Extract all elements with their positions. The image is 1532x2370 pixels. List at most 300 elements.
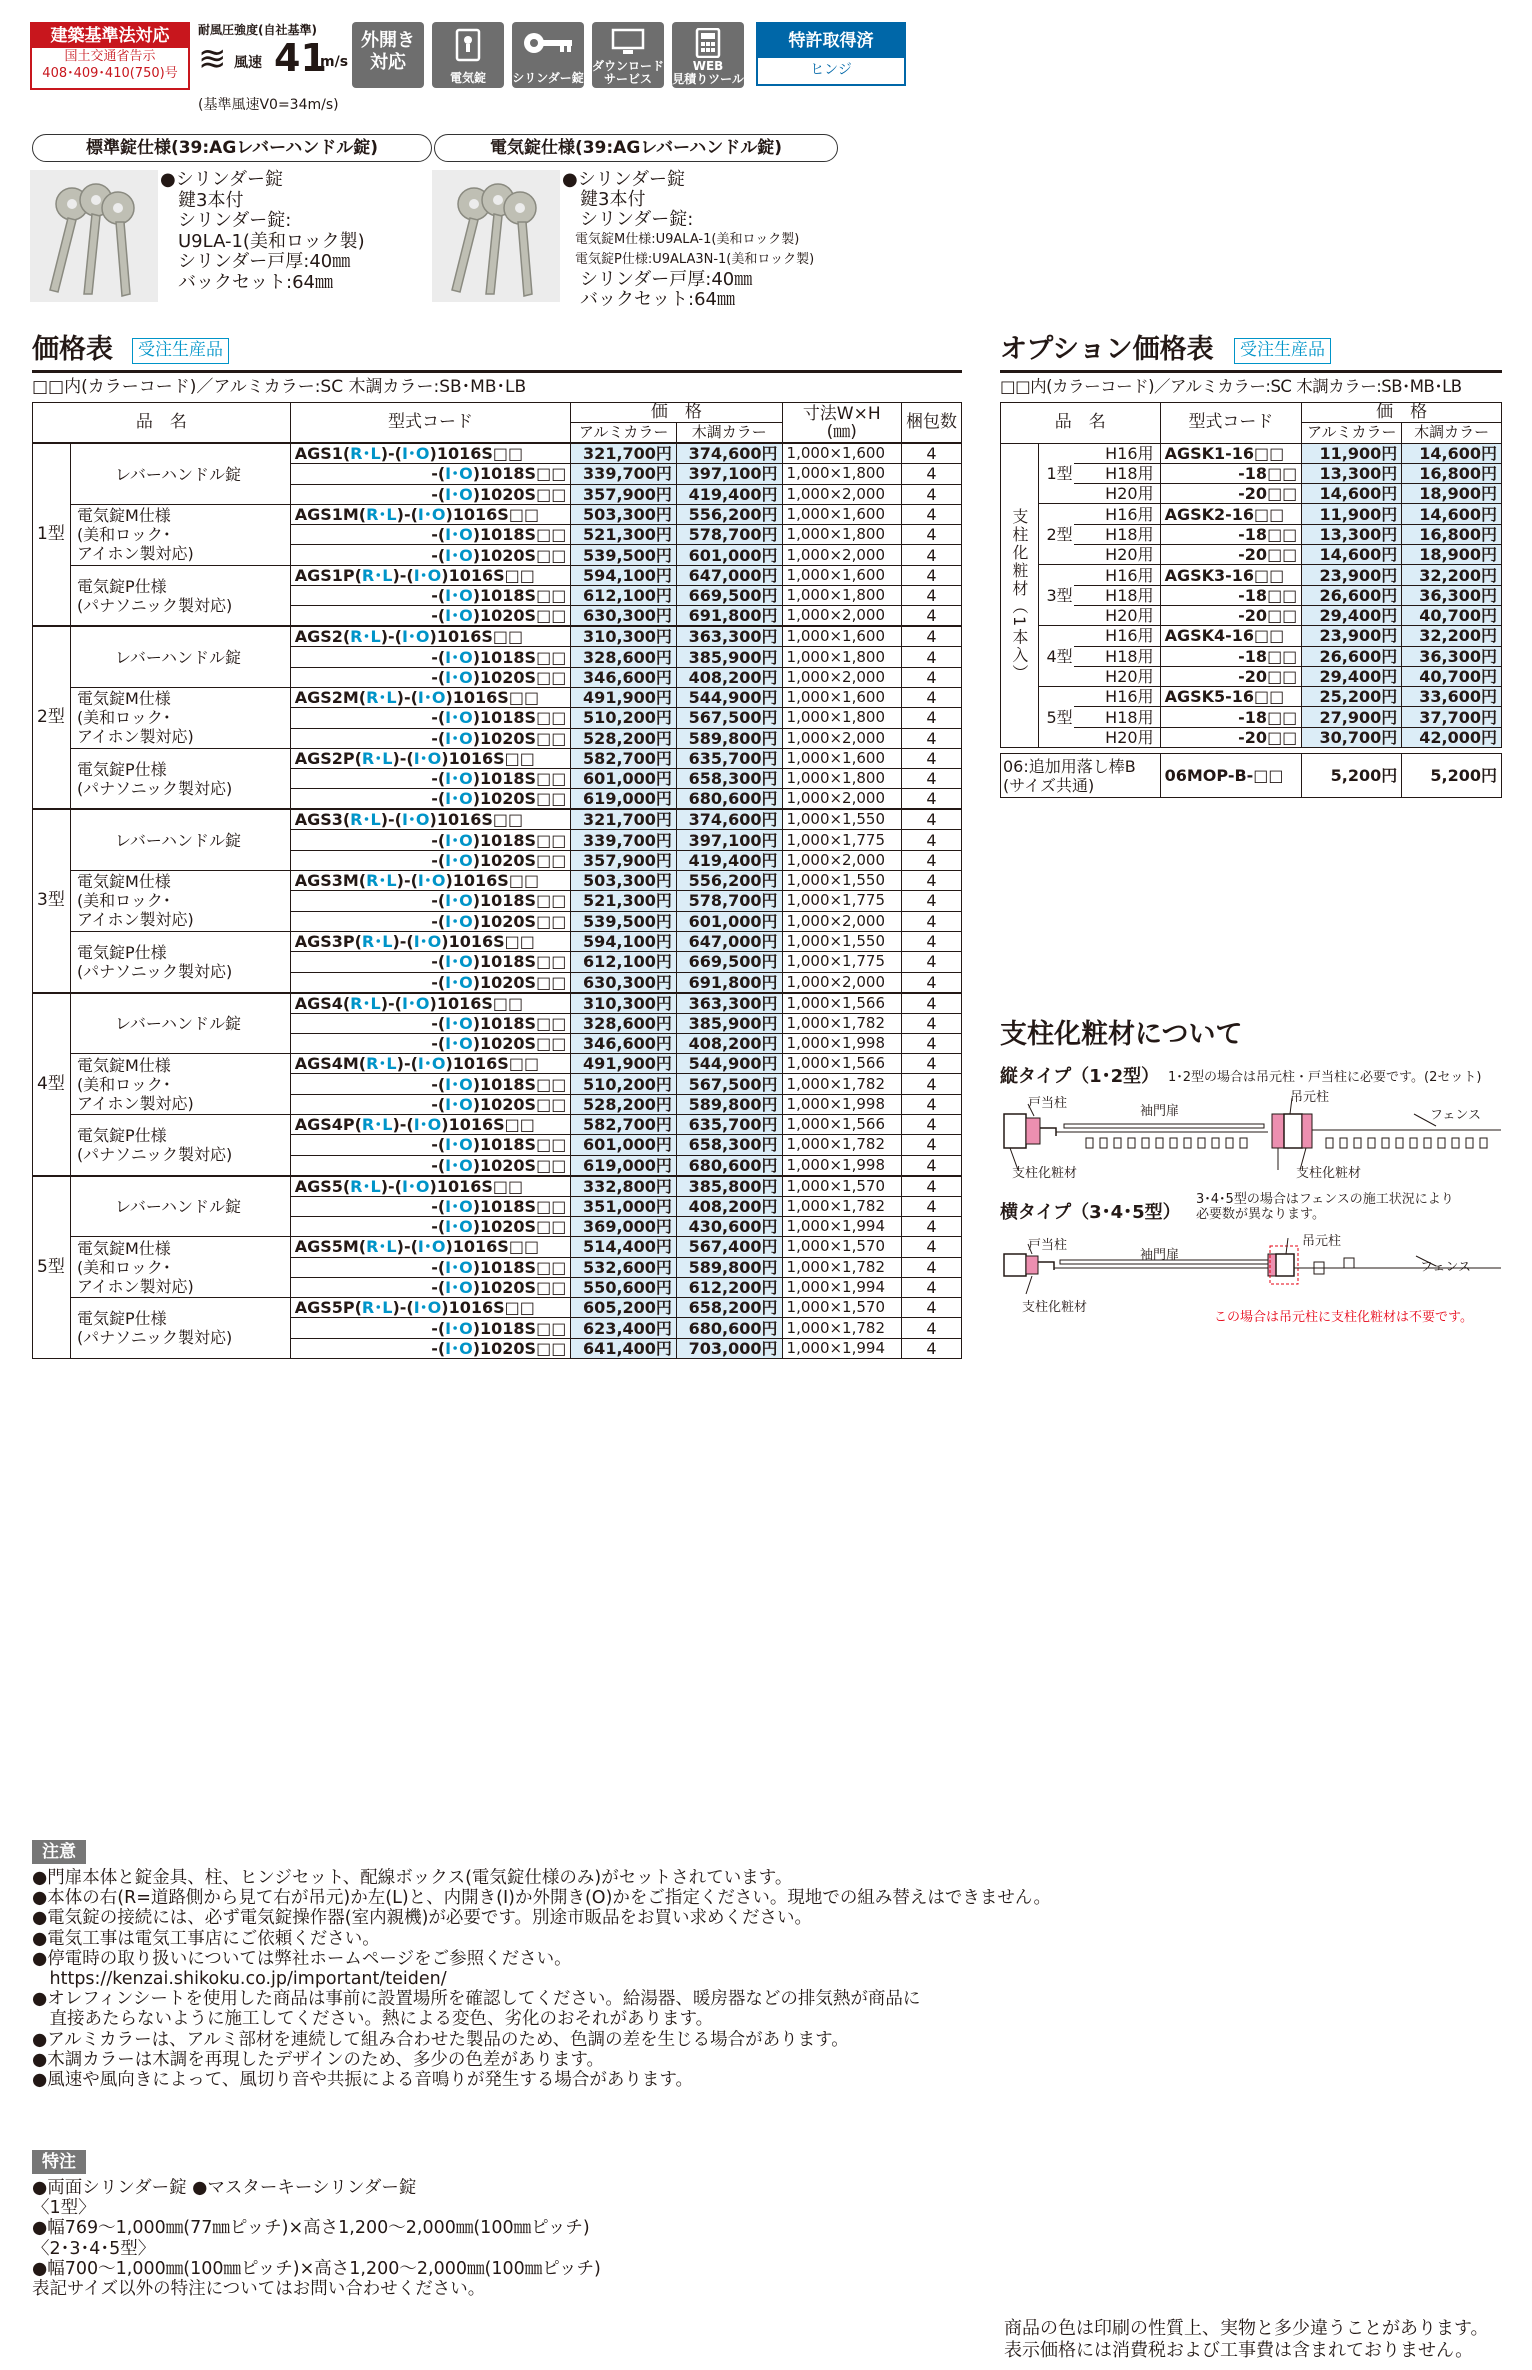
sub-name [70, 626, 290, 687]
wind-badge [198, 22, 348, 90]
size-value: 1,000×2,000 [782, 911, 901, 931]
yoko-label-kesho: 支柱化粧材 [1022, 1300, 1088, 1315]
model-code: AGS5(R･L)-(I･O)1016S□□ [290, 1176, 571, 1197]
model-code: -(I･O)1018S□□ [290, 1257, 571, 1277]
price-wood: 669,500円 [676, 952, 782, 972]
size-value: 1,000×2,000 [782, 850, 901, 870]
code-rl: R･L [366, 871, 397, 891]
code-suffix: 1018S□□ [480, 891, 567, 911]
code-suffix: 1020S□□ [480, 972, 567, 992]
price-alumi: 503,300円 [571, 871, 677, 891]
option-code: -20□□ [1160, 484, 1302, 504]
keys-image-2 [432, 170, 560, 302]
qty-value: 4 [901, 1155, 961, 1176]
price-wood: 408,200円 [676, 667, 782, 687]
size-value: 1,000×1,994 [782, 1277, 901, 1297]
code-suffix: 1016S□□ [452, 1237, 540, 1257]
price-alumi: 339,700円 [571, 830, 677, 850]
special-line: ●両面シリンダー錠 ●マスターキーシリンダー錠 [32, 2178, 417, 2198]
option-code: -20□□ [1160, 545, 1302, 565]
qty-value: 4 [901, 545, 961, 565]
table-row [33, 1115, 962, 1135]
code-io: I･O [413, 749, 442, 768]
sub-name-line: アイホン製対応) [76, 544, 194, 564]
price-alumi: 357,900円 [571, 484, 677, 504]
spec-line: バックセット:64㎜ [160, 271, 333, 293]
extra-name-2: (サイズ共通) [1003, 775, 1095, 795]
sub-name-line: 電気錠P仕様 [76, 759, 167, 779]
qty-value: 4 [901, 769, 961, 789]
code-io: I･O [445, 1074, 473, 1094]
code-suffix: 1020S□□ [480, 850, 567, 870]
note-line: ●オレフィンシートを使用した商品は事前に設置場所を確認してください。給湯器、暖房器などの排気熱が商品に [32, 1989, 921, 2010]
note-line: ●アルミカラーは、アルミ部材を連続して組み合わせた製品のため、色調の差を生じる場合があります。 [32, 2029, 849, 2050]
qty-value: 4 [901, 1054, 961, 1074]
code-rl: R･L [361, 1115, 393, 1135]
table-row [33, 993, 962, 1014]
price-alumi: 630,300円 [571, 972, 677, 993]
price-wood: 556,200円 [676, 504, 782, 524]
price-wood: 691,800円 [676, 606, 782, 627]
code-suffix: 1016S□□ [448, 1298, 535, 1318]
option-code: -18□□ [1160, 524, 1302, 544]
qty-value: 4 [901, 1074, 961, 1094]
price-wood: 601,000円 [676, 911, 782, 931]
option-row [1001, 545, 1502, 565]
price-wood: 397,100円 [676, 830, 782, 850]
code-main: AGS5P [294, 1298, 355, 1318]
model-code: AGS1P(R･L)-(I･O)1016S□□ [290, 565, 571, 585]
code-suffix: 1020S□□ [480, 484, 567, 504]
sub-name [70, 748, 290, 809]
size-value: 1,000×1,566 [782, 1054, 901, 1074]
header-size [782, 403, 901, 444]
code-io: I･O [445, 525, 473, 545]
note-line: ●電気錠の接続には、必ず電気錠操作器(室内親機)が必要です。別途市販品をお買い求めください。 [32, 1908, 813, 1929]
option-height: H18用 [1074, 463, 1160, 483]
model-code: -(I･O)1020S□□ [290, 1094, 571, 1114]
electric-lock-icon [453, 28, 483, 62]
option-price-wood: 18,900円 [1402, 484, 1502, 504]
price-alumi: 630,300円 [571, 606, 677, 627]
footer-note [1004, 2318, 1489, 2362]
price-alumi: 328,600円 [571, 647, 677, 667]
model-code: AGS4P(R･L)-(I･O)1016S□□ [290, 1115, 571, 1135]
code-io: I･O [445, 1277, 473, 1297]
option-price-alumi: 23,900円 [1302, 626, 1402, 646]
code-io: I･O [445, 708, 473, 728]
price-wood: 680,600円 [676, 789, 782, 810]
code-io: I･O [401, 627, 430, 647]
model-code: -(I･O)1020S□□ [290, 1338, 571, 1358]
code-io: I･O [445, 1033, 473, 1053]
spec-line: 電気錠P仕様:U9ALA3N-1(美和ロック製) [562, 252, 815, 267]
qty-value: 4 [901, 606, 961, 627]
model-code: AGS4(R･L)-(I･O)1016S□□ [290, 993, 571, 1014]
size-value: 1,000×2,000 [782, 728, 901, 748]
code-io: I･O [445, 911, 473, 931]
code-suffix: 1020S□□ [480, 545, 567, 565]
option-height: H20用 [1074, 484, 1160, 504]
code-io: I･O [417, 688, 446, 708]
table-row [33, 443, 962, 464]
price-alumi: 521,300円 [571, 525, 677, 545]
code-main: AGS2M [294, 688, 359, 708]
qty-value: 4 [901, 830, 961, 850]
header-size-unit: (㎜) [826, 421, 857, 442]
group-type: 4型 [33, 993, 71, 1176]
yoko-note-1: 3･4･5型の場合はフェンスの施工状況により [1196, 1192, 1454, 1207]
code-suffix: 1020S□□ [480, 1338, 567, 1358]
sub-name-line: 電気錠M仕様 [76, 872, 171, 892]
code-main: AGS4P [294, 1115, 355, 1135]
code-rl: R･L [350, 1176, 381, 1196]
code-io: I･O [445, 789, 473, 809]
option-row [1001, 484, 1502, 504]
code-main: AGS3 [294, 810, 343, 830]
size-value: 1,000×1,782 [782, 1318, 901, 1338]
price-wood: 691,800円 [676, 972, 782, 993]
code-rl: R･L [350, 810, 381, 830]
sub-name [70, 687, 290, 748]
sub-name-line: 電気錠P仕様 [76, 1309, 167, 1329]
code-io: I･O [413, 1298, 442, 1318]
qty-value: 4 [901, 1298, 961, 1318]
option-row [1001, 463, 1502, 483]
cylinder-label: シリンダー錠 [512, 71, 584, 85]
code-io: I･O [413, 565, 442, 585]
size-value: 1,000×1,566 [782, 993, 901, 1014]
price-color-note: □□内(カラーコード)／アルミカラー:SC 木調カラー:SB･MB･LB [32, 377, 527, 397]
option-price-alumi: 27,900円 [1302, 707, 1402, 727]
price-wood: 589,800円 [676, 728, 782, 748]
yoko-title: 横タイプ（3･4･5型） [1000, 1202, 1181, 1223]
price-wood: 397,100円 [676, 464, 782, 484]
option-price-alumi: 29,400円 [1302, 605, 1402, 625]
sub-name-line: (パナソニック製対応) [76, 1144, 233, 1164]
option-row [1001, 605, 1502, 625]
code-suffix: 1020S□□ [480, 667, 567, 687]
size-value: 1,000×1,550 [782, 931, 901, 951]
option-row [1001, 687, 1502, 707]
sub-name-line: 電気錠M仕様 [76, 1055, 171, 1075]
model-code: AGS2P(R･L)-(I･O)1016S□□ [290, 748, 571, 768]
group-type: 1型 [33, 443, 71, 626]
download-label-2: サービス [603, 72, 652, 86]
table-row [33, 1054, 962, 1074]
tate-note: 1･2型の場合は吊元柱・戸当柱に必要です。(2セット) [1168, 1070, 1482, 1085]
qty-value: 4 [901, 1013, 961, 1033]
code-suffix: 1016S□□ [452, 871, 540, 891]
code-main: AGS1P [294, 565, 355, 585]
option-type: 5型 [1038, 687, 1074, 748]
sub-name-line: レバーハンドル錠 [114, 464, 242, 484]
patent-title: 特許取得済 [758, 24, 904, 58]
price-wood: 408,200円 [676, 1196, 782, 1216]
code-suffix: 1018S□□ [480, 1013, 567, 1033]
option-price-wood: 33,600円 [1402, 687, 1502, 707]
model-code: -(I･O)1018S□□ [290, 647, 571, 667]
qty-value: 4 [901, 1135, 961, 1155]
price-alumi: 357,900円 [571, 850, 677, 870]
price-wood: 363,300円 [676, 993, 782, 1014]
yoko-label-sode: 袖門扉 [1140, 1248, 1180, 1263]
qty-value: 4 [901, 871, 961, 891]
size-value: 1,000×2,000 [782, 606, 901, 627]
model-code: AGS5P(R･L)-(I･O)1016S□□ [290, 1298, 571, 1318]
code-io: I･O [413, 932, 442, 952]
header-wood: 木調カラー [676, 423, 782, 444]
option-price-wood: 42,000円 [1402, 727, 1502, 747]
download-label [592, 60, 664, 86]
sub-name-line: 電気錠M仕様 [76, 506, 171, 526]
code-suffix: 1018S□□ [480, 1074, 567, 1094]
tate-label-kesho2: 支柱化粧材 [1296, 1166, 1362, 1181]
sub-name-line: レバーハンドル錠 [114, 1013, 242, 1033]
option-code: AGSK5-16□□ [1160, 687, 1302, 707]
size-value: 1,000×1,782 [782, 1074, 901, 1094]
option-code: -20□□ [1160, 605, 1302, 625]
option-row [1001, 666, 1502, 686]
spec-line: シリンダー戸厚:40㎜ [562, 269, 753, 290]
code-rl: R･L [350, 627, 381, 647]
code-suffix: 1018S□□ [480, 1196, 567, 1216]
model-code: -(I･O)1018S□□ [290, 1013, 571, 1033]
denkijo-label: 電気錠 [449, 71, 486, 85]
web-badge [672, 22, 744, 88]
model-code: -(I･O)1020S□□ [290, 911, 571, 931]
code-io: I･O [445, 850, 473, 870]
size-value: 1,000×1,570 [782, 1176, 901, 1197]
price-alumi: 594,100円 [571, 565, 677, 585]
price-alumi: 510,200円 [571, 708, 677, 728]
size-value: 1,000×1,775 [782, 830, 901, 850]
extra-price-alumi: 5,200円 [1302, 754, 1402, 798]
code-io: I･O [401, 1176, 430, 1196]
download-label-1: ダウンロード [592, 59, 665, 73]
code-suffix: 1020S□□ [480, 1033, 567, 1053]
price-alumi: 321,700円 [571, 809, 677, 830]
note-line: ●木調カラーは木調を再現したデザインのため、多少の色差があります。 [32, 2049, 604, 2070]
sub-name-line: レバーハンドル錠 [114, 647, 242, 667]
option-price-wood: 36,300円 [1402, 585, 1502, 605]
spec-line: 鍵3本付 [160, 189, 244, 211]
option-height: H20用 [1074, 545, 1160, 565]
code-suffix: 1018S□□ [480, 586, 567, 606]
sub-name-line: 電気錠P仕様 [76, 1125, 167, 1145]
price-wood: 430,600円 [676, 1216, 782, 1236]
code-io: I･O [401, 810, 430, 830]
yoko-note [1196, 1192, 1454, 1222]
model-code: -(I･O)1018S□□ [290, 830, 571, 850]
price-wood: 567,500円 [676, 1074, 782, 1094]
spec-line: ●シリンダー錠 [160, 169, 283, 190]
option-price-alumi: 11,900円 [1302, 443, 1402, 463]
sotobiraki-line1: 外開き [361, 30, 415, 51]
option-height: H18用 [1074, 707, 1160, 727]
price-alumi: 328,600円 [571, 1013, 677, 1033]
price-table-tag: 受注生産品 [132, 338, 229, 364]
option-height: H20用 [1074, 605, 1160, 625]
qty-value: 4 [901, 972, 961, 993]
model-code: -(I･O)1020S□□ [290, 1155, 571, 1176]
note-line: ●風速や風向きによって、風切り音や共振による音鳴りが発生する場合があります。 [32, 2070, 694, 2091]
price-alumi: 582,700円 [571, 1115, 677, 1135]
code-suffix: 1018S□□ [480, 1257, 567, 1277]
extra-name-1: 06:追加用落し棒B [1003, 756, 1136, 776]
key-photo [30, 170, 158, 302]
size-value: 1,000×1,550 [782, 871, 901, 891]
opt-header-name: 品 名 [1001, 403, 1161, 444]
group-type: 3型 [33, 809, 71, 992]
code-suffix: 1016S□□ [436, 1176, 524, 1196]
code-io: I･O [445, 1338, 473, 1358]
denkijo-badge [432, 22, 504, 88]
code-suffix: 1016S□□ [448, 749, 535, 768]
option-price-wood: 36,300円 [1402, 646, 1502, 666]
price-alumi: 623,400円 [571, 1318, 677, 1338]
size-value: 1,000×1,782 [782, 1196, 901, 1216]
option-extra-row [1001, 754, 1502, 798]
spec-electric-header: 電気錠仕様(39:AGレバーハンドル錠) [434, 134, 838, 162]
code-io: I･O [445, 1217, 473, 1237]
price-wood: 680,600円 [676, 1318, 782, 1338]
special-line: 〈2･3･4･5型〉 [32, 2238, 156, 2259]
price-wood: 658,300円 [676, 1135, 782, 1155]
patent-badge [756, 22, 906, 86]
code-io: I･O [445, 647, 473, 667]
price-wood: 578,700円 [676, 891, 782, 911]
price-wood: 589,800円 [676, 1094, 782, 1114]
code-main: AGS2 [294, 627, 343, 647]
model-code: AGS3(R･L)-(I･O)1016S□□ [290, 809, 571, 830]
code-io: I･O [401, 444, 430, 464]
code-suffix: 1018S□□ [480, 769, 567, 789]
monitor-icon [611, 28, 645, 56]
option-price-wood: 37,700円 [1402, 707, 1502, 727]
price-alumi: 503,300円 [571, 504, 677, 524]
option-height: H16用 [1074, 626, 1160, 646]
qty-value: 4 [901, 443, 961, 464]
code-io: I･O [417, 871, 446, 891]
spec-line: シリンダー錠: [562, 209, 694, 230]
sub-name [70, 1115, 290, 1176]
header-price: 価 格 [571, 403, 782, 423]
spec-line: バックセット:64㎜ [562, 289, 735, 310]
size-value: 1,000×2,000 [782, 667, 901, 687]
model-code: -(I･O)1018S□□ [290, 708, 571, 728]
option-price-alumi: 26,600円 [1302, 646, 1402, 666]
size-value: 1,000×1,994 [782, 1216, 901, 1236]
model-code: AGS4M(R･L)-(I･O)1016S□□ [290, 1054, 571, 1074]
code-io: I･O [445, 1155, 473, 1175]
price-alumi: 521,300円 [571, 891, 677, 911]
code-io: I･O [445, 1013, 473, 1033]
qty-value: 4 [901, 1318, 961, 1338]
note-line: ●本体の右(R=道路側から見て右が吊元)か左(L)と、内開き(I)か外開き(O)かをご指定ください。現地での組み替えはできません。 [32, 1888, 1051, 1909]
code-suffix: 1018S□□ [480, 952, 567, 972]
size-value: 1,000×1,782 [782, 1257, 901, 1277]
code-io: I･O [445, 728, 473, 748]
qty-value: 4 [901, 484, 961, 504]
code-main: AGS1 [294, 444, 343, 464]
code-io: I･O [445, 545, 473, 565]
spec-line: 鍵3本付 [562, 189, 646, 210]
sub-name-line: (パナソニック製対応) [76, 778, 233, 798]
header-alumi: アルミカラー [571, 423, 677, 444]
model-code: AGS1(R･L)-(I･O)1016S□□ [290, 443, 571, 464]
yoko-label-fence: フェンス [1420, 1260, 1471, 1275]
sub-name [70, 871, 290, 932]
code-io: I･O [445, 1257, 473, 1277]
sub-name-line: アイホン製対応) [76, 910, 194, 930]
cylinder-badge [512, 22, 584, 88]
option-row [1001, 504, 1502, 524]
price-alumi: 332,800円 [571, 1176, 677, 1197]
size-value: 1,000×2,000 [782, 545, 901, 565]
model-code: -(I･O)1020S□□ [290, 789, 571, 810]
price-wood: 544,900円 [676, 1054, 782, 1074]
special-line: 〈1型〉 [32, 2198, 96, 2219]
spec-line: U9LA-1(美和ロック製) [160, 230, 365, 252]
sub-name-line: 電気錠P仕様 [76, 942, 167, 962]
code-rl: R･L [361, 565, 393, 585]
price-alumi: 612,100円 [571, 952, 677, 972]
sotobiraki-line2: 対応 [370, 52, 406, 73]
price-alumi: 346,600円 [571, 1033, 677, 1053]
group-type: 5型 [33, 1176, 71, 1359]
option-price-alumi: 29,400円 [1302, 666, 1402, 686]
option-price-alumi: 14,600円 [1302, 545, 1402, 565]
qty-value: 4 [901, 993, 961, 1014]
code-io: I･O [401, 993, 430, 1013]
option-code: -18□□ [1160, 646, 1302, 666]
option-price-wood: 16,800円 [1402, 524, 1502, 544]
price-alumi: 605,200円 [571, 1298, 677, 1318]
sub-name-line: (美和ロック･ [76, 1257, 171, 1277]
sub-name-line: (美和ロック･ [76, 891, 171, 911]
sub-name [70, 504, 290, 565]
option-row [1001, 565, 1502, 585]
model-code: -(I･O)1020S□□ [290, 667, 571, 687]
option-price-wood: 18,900円 [1402, 545, 1502, 565]
special-title: 特注 [32, 2150, 86, 2174]
option-height: H16用 [1074, 687, 1160, 707]
kenchiku-title: 建築基準法対応 [32, 24, 188, 48]
note-line: ●門扉本体と錠金具、柱、ヒンジセット、配線ボックス(電気錠仕様のみ)がセットされています。 [32, 1868, 793, 1888]
footer-line-1: 商品の色は印刷の性質上、実物と多少違うことがあります。 [1004, 2318, 1489, 2339]
model-code: -(I･O)1018S□□ [290, 525, 571, 545]
price-wood: 589,800円 [676, 1257, 782, 1277]
kenchiku-badge [30, 22, 190, 90]
qty-value: 4 [901, 748, 961, 768]
model-code: AGS3M(R･L)-(I･O)1016S□□ [290, 871, 571, 891]
option-table [1000, 402, 1502, 798]
qty-value: 4 [901, 626, 961, 647]
web-label [672, 60, 744, 86]
code-main: AGS5M [294, 1237, 359, 1257]
code-suffix: 1016S□□ [436, 444, 524, 464]
model-code: -(I･O)1018S□□ [290, 1318, 571, 1338]
price-alumi: 369,000円 [571, 1216, 677, 1236]
note-line: 直接あたらないように施工してください。熱による変色、劣化のおそれがあります。 [32, 2009, 714, 2030]
sub-name-line: (美和ロック･ [76, 525, 171, 545]
qty-value: 4 [901, 1216, 961, 1236]
option-row [1001, 707, 1502, 727]
price-alumi: 528,200円 [571, 728, 677, 748]
option-price-alumi: 26,600円 [1302, 585, 1402, 605]
table-row [33, 809, 962, 830]
